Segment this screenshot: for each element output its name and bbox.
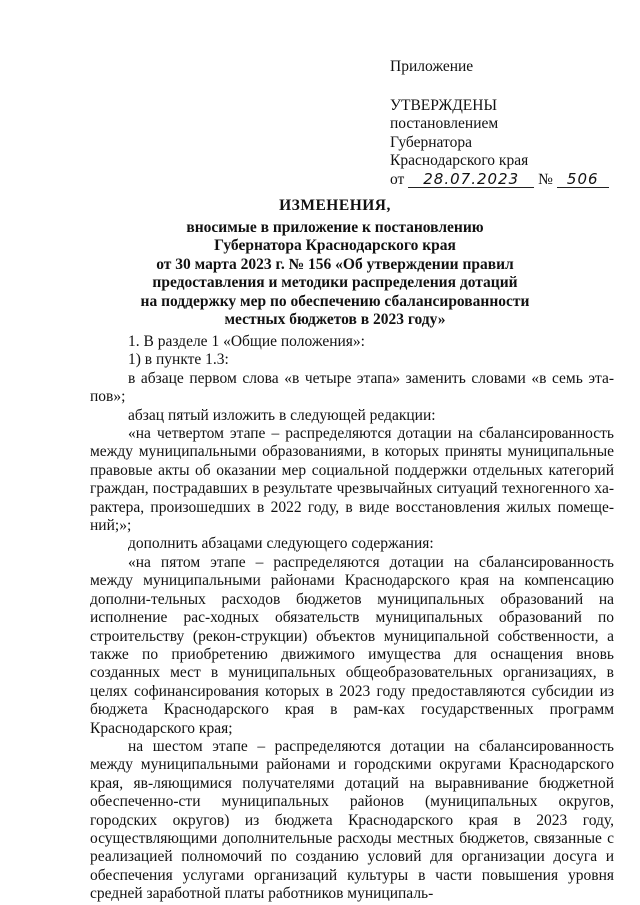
document-title bbox=[70, 197, 600, 330]
paragraph: в абзаце первом слова «в четыре этапа» заменить словами «в семь эта-пов»; bbox=[90, 369, 614, 406]
approved-label: УТВЕРЖДЕНЫ bbox=[390, 96, 497, 114]
from-label: от bbox=[390, 170, 405, 188]
governor-label: Губернатора bbox=[390, 133, 472, 151]
paragraph: «на четвертом этапе – распределяются дотации на сбалансированность между муниципальными образованиями, в которых приняты муниципальные правовые акты об оказании мер социальной поддержки отдельных категорий граждан, пострадавших в результате чрезвычайных ситуаций техногенного ха-рактера, произошедших в 2022 году, в виде восстановления жилых помеще-ний;»; bbox=[90, 425, 614, 535]
spacer bbox=[390, 77, 620, 97]
region-label: Краснодарского края bbox=[390, 152, 529, 170]
title-line: Губернатора Краснодарского края bbox=[214, 237, 456, 254]
section-heading: 1. В разделе 1 «Общие положения»: bbox=[128, 333, 365, 350]
decree-label: постановлением bbox=[390, 115, 499, 133]
date-number-line bbox=[390, 171, 620, 190]
clause-heading: 1) в пункте 1.3: bbox=[128, 351, 229, 369]
paragraph: абзац пятый изложить в следующей редакции: bbox=[128, 406, 436, 424]
handwritten-number: 506 bbox=[557, 171, 609, 188]
handwritten-date: 28.07.2023 bbox=[408, 171, 534, 188]
paragraph: «на пятом этапе – распределяются дотации на сбалансированность между муниципальными районами Краснодарского края на компенсацию дополни-тельных расходов бюджетов муниципальных образований на исполнение рас-ходных обязательств муниципальных образований по строительству (рекон-струкции) объектов муниципальной собственности, а также по приобретению движимого имущества для оснащения вновь созданных мест в муниципальных общеобразовательных организациях, в целях софинансирования которых в 2023 году предоставляются субсидии из бюджета Краснодарского края в рам-ках государственных программ Краснодарского края; bbox=[90, 553, 614, 737]
title-line: вносимые в приложение к постановлению bbox=[186, 218, 484, 236]
appendix-label: Приложение bbox=[390, 58, 474, 75]
title-heading: ИЗМЕНЕНИЯ, bbox=[279, 197, 391, 214]
document-body bbox=[90, 333, 614, 904]
title-line: на поддержку мер по обеспечению сбалансированности bbox=[140, 292, 530, 310]
title-line: местных бюджетов в 2023 году» bbox=[224, 311, 446, 328]
number-label: № bbox=[538, 170, 553, 188]
paragraph: дополнить абзацами следующего содержания: bbox=[128, 535, 434, 553]
title-line: от 30 марта 2023 г. № 156 «Об утверждении правил bbox=[156, 255, 514, 273]
approval-block bbox=[390, 58, 620, 190]
title-line: предоставления и методики распределения дотаций bbox=[152, 274, 518, 291]
paragraph: на шестом этапе – распределяются дотации на сбалансированность между муниципальными районами и городскими округами Краснодарского края, яв-ляющимися получателями дотаций на выравнивание бюджетной обеспеченно-сти муниципальных районов (муниципальных округов, городских округов) из бюджета Краснодарского края в 2023 году, осуществляющими дополнительные расходы местных бюджетов, связанные с реализацией полномочий по созданию условий для организации досуга и обеспечения услугами организаций культуры в части повышения уровня средней заработной платы работников муниципаль- bbox=[90, 737, 614, 903]
